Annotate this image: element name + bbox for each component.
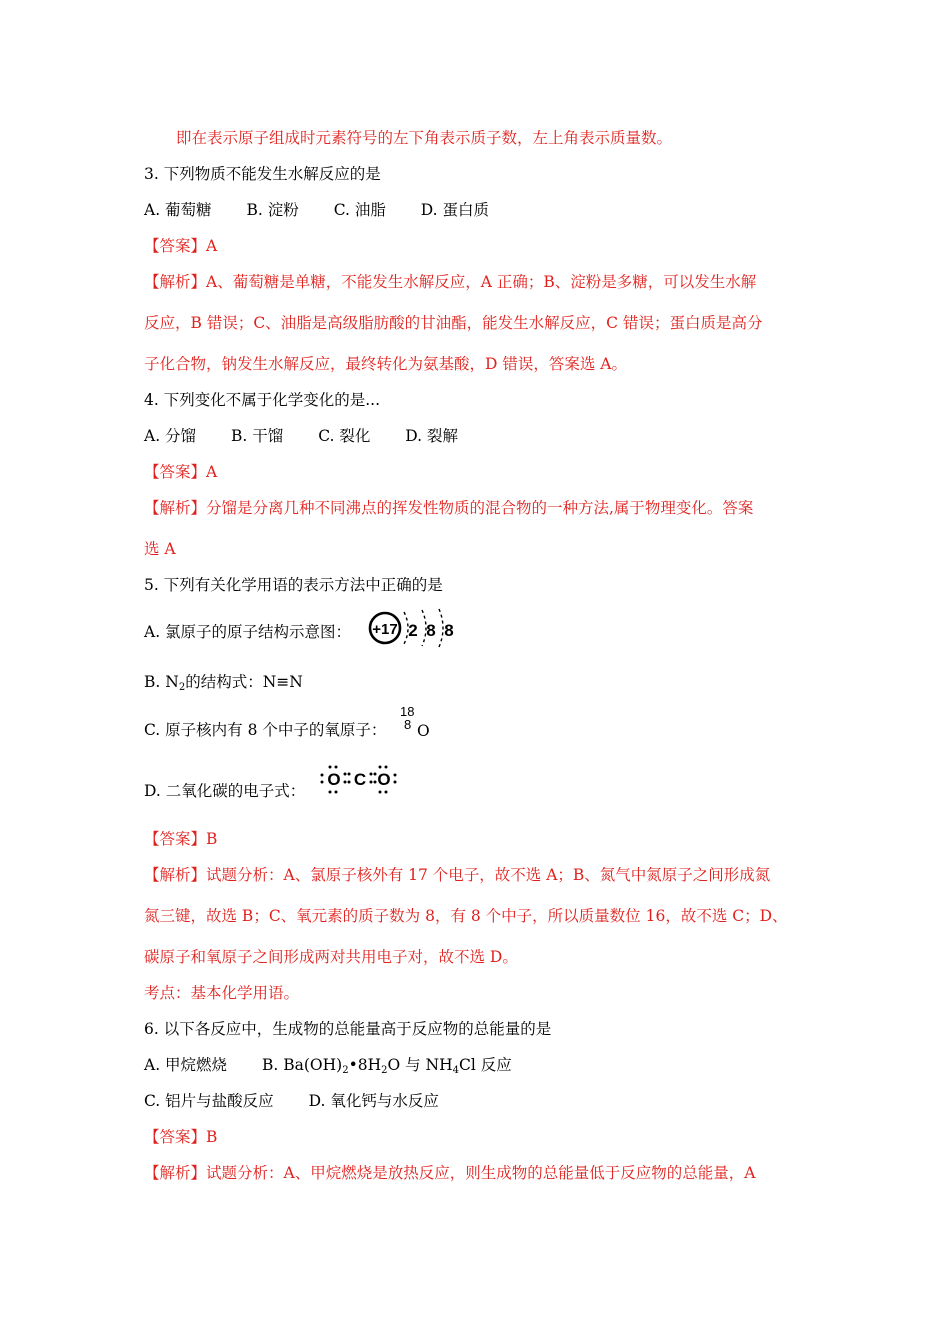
option-d: D. 裂解 <box>405 427 459 445</box>
question-3-analysis-line: 【解析】A、葡萄糖是单糖，不能发生水解反应，A 正确；B、淀粉是多糖，可以发生水解 <box>144 273 757 291</box>
question-5-kaodian: 考点：基本化学用语。 <box>144 984 300 1002</box>
oxygen-isotope-mass-number: 18 <box>400 704 415 719</box>
option-b-text: O 与 NH <box>387 1056 453 1074</box>
question-4-analysis-line: 【解析】分馏是分离几种不同沸点的挥发性物质的混合物的一种方法,属于物理变化。答案 <box>144 499 754 517</box>
question-5-stem: 5. 下列有关化学用语的表示方法中正确的是 <box>144 576 443 594</box>
question-4-answer: 【答案】A <box>144 463 218 481</box>
question-3-answer: 【答案】A <box>144 237 218 255</box>
option-b-formula: 的结构式：N≡N <box>185 673 303 691</box>
option-b: B. 淀粉 <box>246 201 299 219</box>
option-b: B. 干馏 <box>231 427 284 445</box>
shell-electrons-1: 2 <box>408 621 418 640</box>
option-a: A. 甲烷燃烧 <box>144 1056 228 1074</box>
oxygen-isotope-symbol: O <box>417 722 430 740</box>
question-4-stem: 4. 下列变化不属于化学变化的是... <box>144 391 380 409</box>
question-3-stem: 3. 下列物质不能发生水解反应的是 <box>144 165 381 183</box>
question-5-analysis-line: 碳原子和氧原子之间形成两对共用电子对，故不选 D。 <box>144 948 518 966</box>
oxygen-symbol: O <box>377 770 391 789</box>
question-6-options-row-1 <box>144 1055 512 1081</box>
question-5-analysis-line: 【解析】试题分析：A、氯原子核外有 17 个电子，故不选 A；B、氮气中氮原子之间形成氮 <box>144 866 771 884</box>
question-4-analysis-line: 选 A <box>144 540 176 558</box>
option-d: D. 氧化钙与水反应 <box>308 1092 439 1110</box>
shell-electrons-2: 8 <box>426 621 436 640</box>
question-5-option-c: C. 原子核内有 8 个中子的氧原子： <box>144 721 387 739</box>
question-6-answer: 【答案】B <box>144 1128 218 1146</box>
option-b-text: B. Ba(OH) <box>262 1056 343 1074</box>
subscript: 4 <box>452 1065 460 1076</box>
subscript: 2 <box>342 1065 349 1076</box>
chlorine-atom-structure-diagram <box>366 606 460 650</box>
option-d: D. 蛋白质 <box>420 201 490 219</box>
option-c: C. 铝片与盐酸反应 <box>144 1092 274 1110</box>
option-c: C. 裂化 <box>318 427 371 445</box>
subscript: 2 <box>178 682 186 693</box>
question-6-analysis-line: 【解析】试题分析：A、甲烷燃烧是放热反应，则生成物的总能量低于反应物的总能量，A <box>144 1164 756 1182</box>
question-5-option-a: A. 氯原子的原子结构示意图： <box>144 623 352 641</box>
question-4-options <box>144 426 458 446</box>
option-a: A. 分馏 <box>144 427 197 445</box>
nucleus-charge: +17 <box>372 621 398 638</box>
question-5-answer: 【答案】B <box>144 830 218 848</box>
question-5-analysis-line: 氮三键，故选 B；C、氧元素的质子数为 8，有 8 个中子，所以质量数位 16，故不选 C；D、 <box>144 907 788 925</box>
subscript: 2 <box>381 1065 388 1076</box>
co2-electron-formula <box>316 762 400 796</box>
question-3-analysis-line: 反应，B 错误；C、油脂是高级脂肪酸的甘油酯，能发生水解反应，C 错误；蛋白质是高分 <box>144 314 763 332</box>
option-b-text: Cl 反应 <box>459 1056 512 1074</box>
question-3-analysis-line: 子化合物，钠发生水解反应，最终转化为氨基酸，D 错误，答案选 A。 <box>144 355 627 373</box>
carbon-symbol: C <box>353 770 367 789</box>
option-a: A. 葡萄糖 <box>144 201 212 219</box>
option-c: C. 油脂 <box>333 201 386 219</box>
intro-text: 即在表示原子组成时元素符号的左下角表示质子数，左上角表示质量数。 <box>176 129 673 147</box>
question-6-options-row-2 <box>144 1091 439 1111</box>
option-b <box>262 1056 512 1074</box>
oxygen-isotope-atomic-number: 8 <box>404 717 412 732</box>
shell-electrons-3: 8 <box>444 621 454 640</box>
question-5-option-d: D. 二氧化碳的电子式： <box>144 782 306 800</box>
question-5-option-b <box>144 672 303 698</box>
oxygen-symbol: O <box>327 770 341 789</box>
question-6-stem: 6. 以下各反应中，生成物的总能量高于反应物的总能量的是 <box>144 1020 552 1038</box>
option-b-text: •8H <box>348 1056 382 1074</box>
question-3-options <box>144 200 489 220</box>
option-b-prefix: B. N <box>144 673 179 691</box>
